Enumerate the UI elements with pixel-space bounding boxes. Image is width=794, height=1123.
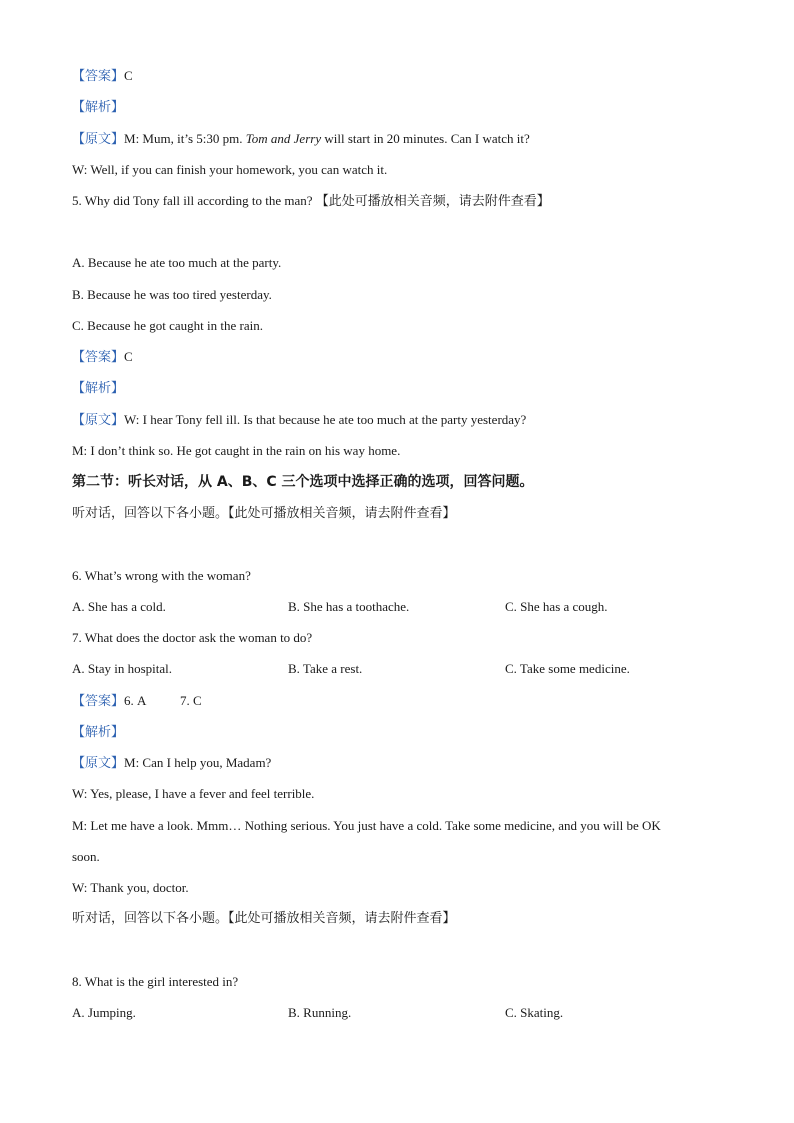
q7-option-c: C. Take some medicine. [505, 661, 630, 676]
transcript-tag: 【原文】 [72, 756, 125, 771]
answer-tag: 【答案】 [72, 69, 125, 84]
audio-note: 【此处可播放相关音频，请去附件查看】 [315, 194, 550, 209]
q5-question [72, 192, 734, 211]
analysis-tag: 【解析】 [72, 100, 125, 115]
section-instruction-2: 听对话，回答以下各小题。【此处可播放相关音频，请去附件查看】 [72, 911, 456, 926]
transcript-text: will start in 20 minutes. Can I watch it? [324, 131, 530, 146]
q67-transcript-line-2: W: Yes, please, I have a fever and feel terrible. [72, 786, 315, 801]
show-title: Tom and Jerry [245, 131, 322, 146]
answer-value: C [124, 349, 133, 364]
q5-transcript-line-1 [72, 411, 734, 430]
q5-analysis-line [72, 379, 734, 398]
q6-option-c: C. She has a cough. [505, 599, 608, 614]
analysis-tag: 【解析】 [72, 381, 125, 396]
q6-question: 6. What’s wrong with the woman? [72, 568, 251, 583]
q67-transcript-line-3: M: Let me have a look. Mmm… Nothing serious. You just have a cold. Take some medicine, and you will be OK [72, 818, 661, 833]
q5-transcript-line-2: M: I don’t think so. He got caught in the rain on his way home. [72, 443, 401, 458]
q8-option-c: C. Skating. [505, 1005, 564, 1020]
transcript-tag: 【原文】 [72, 413, 125, 428]
q6-option-a: A. She has a cold. [72, 599, 166, 614]
q5-option-a: A. Because he ate too much at the party. [72, 255, 282, 270]
q7-option-b: B. Take a rest. [288, 661, 363, 676]
question-text: 5. Why did Tony fall ill according to the man? [72, 193, 313, 208]
q67-transcript-line-1 [72, 754, 734, 773]
section-heading: 第二节：听长对话，从 A、B、C 三个选项中选择正确的选项，回答问题。 [72, 474, 534, 490]
answer-tag: 【答案】 [72, 694, 125, 709]
q4-analysis-line [72, 98, 734, 117]
q5-answer-line [72, 348, 734, 367]
q67-transcript-line-4: soon. [72, 849, 100, 864]
q67-analysis-line [72, 723, 734, 742]
q4-transcript-line-1 [72, 130, 734, 149]
q7-question: 7. What does the doctor ask the woman to do? [72, 630, 313, 645]
answer-value-7: 7. C [180, 693, 202, 708]
q8-option-a: A. Jumping. [72, 1005, 136, 1020]
q6-option-b: B. She has a toothache. [288, 599, 410, 614]
transcript-tag: 【原文】 [72, 132, 125, 147]
q5-option-c: C. Because he got caught in the rain. [72, 318, 263, 333]
q7-options [72, 660, 734, 678]
q6-options [72, 598, 734, 616]
answer-value-6: 6. A [124, 693, 147, 708]
q67-transcript-line-5: W: Thank you, doctor. [72, 880, 189, 895]
q4-transcript-line-2: W: Well, if you can finish your homework, you can watch it. [72, 162, 388, 177]
answer-tag: 【答案】 [72, 350, 125, 365]
q67-answer-line [72, 692, 734, 710]
q8-question: 8. What is the girl interested in? [72, 974, 239, 989]
q8-option-b: B. Running. [288, 1005, 352, 1020]
q7-option-a: A. Stay in hospital. [72, 661, 173, 676]
section-instruction: 听对话，回答以下各小题。【此处可播放相关音频，请去附件查看】 [72, 506, 456, 521]
transcript-text: W: I hear Tony fell ill. Is that because he ate too much at the party yesterday? [124, 412, 527, 427]
q5-option-b: B. Because he was too tired yesterday. [72, 287, 272, 302]
analysis-tag: 【解析】 [72, 725, 125, 740]
q4-answer-line [72, 67, 734, 86]
answer-value: C [124, 68, 133, 83]
transcript-text: M: Mum, it’s 5:30 pm. [124, 131, 243, 146]
transcript-text: M: Can I help you, Madam? [124, 755, 272, 770]
q8-options [72, 1004, 734, 1022]
